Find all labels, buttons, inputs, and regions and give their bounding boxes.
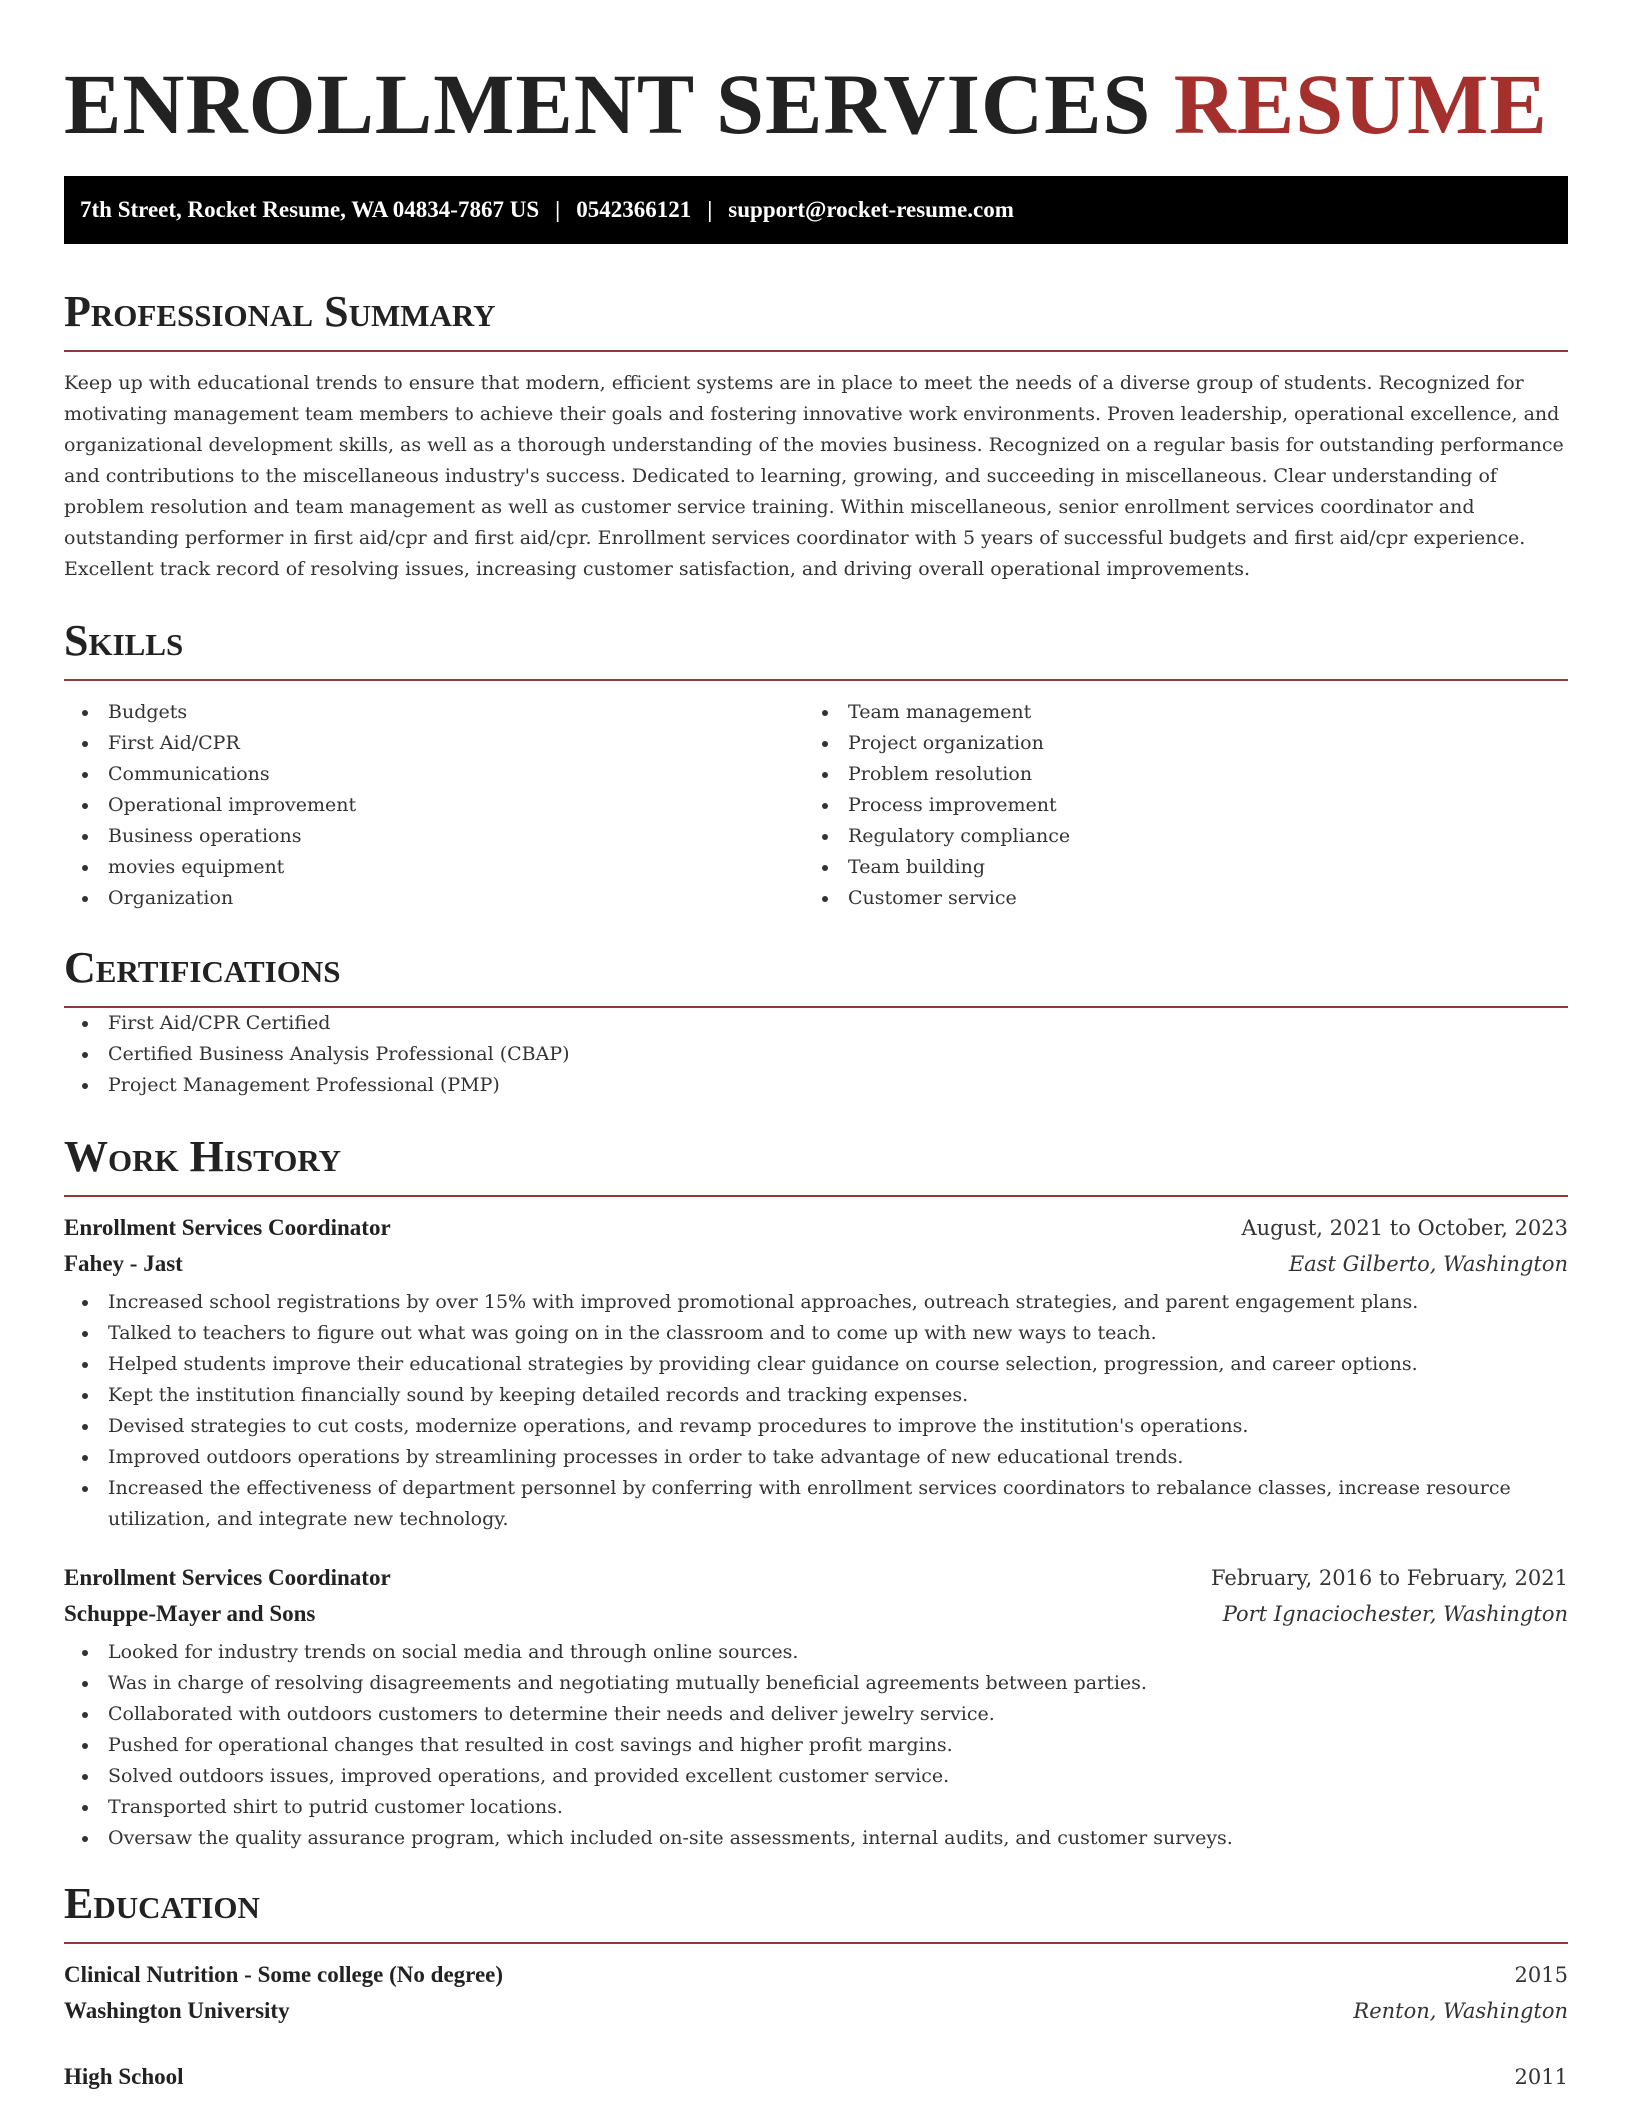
job-header-row <box>64 1565 1568 1601</box>
education-year: 2015 <box>1514 1963 1568 1987</box>
contact-separator: | <box>707 197 713 222</box>
contact-bar <box>64 176 1568 244</box>
skill-item: Organization <box>64 883 804 914</box>
job-duty: Pushed for operational changes that resulted in cost savings and higher profit margins. <box>64 1730 1568 1761</box>
job-entry <box>64 1215 1568 1535</box>
contact-separator: | <box>555 197 561 222</box>
education-school-row <box>64 1998 1568 2034</box>
work-history-heading: Work History <box>64 1133 1568 1197</box>
job-duty: Kept the institution financially sound by keeping detailed records and tracking expenses. <box>64 1380 1568 1411</box>
skills-columns <box>64 697 1568 914</box>
job-duty: Was in charge of resolving disagreements and negotiating mutually beneficial agreements between parties. <box>64 1668 1568 1699</box>
certifications-heading: Certifications <box>64 944 1568 1008</box>
skill-item: Project organization <box>804 728 1544 759</box>
certification-item: Certified Business Analysis Professional (CBAP) <box>64 1039 1568 1070</box>
skill-item: Team management <box>804 697 1544 728</box>
job-dates: August, 2021 to October, 2023 <box>1241 1216 1568 1240</box>
title-main: ENROLLMENT SERVICES <box>64 56 1152 152</box>
job-duty: Increased the effectiveness of department personnel by conferring with enrollment services coordinators to rebalance classes, increase resource utilization, and integrate new technology. <box>64 1473 1568 1535</box>
job-duty: Looked for industry trends on social media and through online sources. <box>64 1637 1568 1668</box>
job-duty: Talked to teachers to figure out what was going on in the classroom and to come up with new ways to teach. <box>64 1318 1568 1349</box>
skill-item: Problem resolution <box>804 759 1544 790</box>
job-location: Port Ignaciochester, Washington <box>1222 1602 1568 1626</box>
job-duty: Solved outdoors issues, improved operations, and provided excellent customer service. <box>64 1761 1568 1792</box>
job-header-row <box>64 1215 1568 1251</box>
skill-item: Communications <box>64 759 804 790</box>
job-title: Enrollment Services Coordinator <box>64 1215 391 1240</box>
skill-item: Regulatory compliance <box>804 821 1544 852</box>
job-duty: Devised strategies to cut costs, modernize operations, and revamp procedures to improve the institution's operations. <box>64 1411 1568 1442</box>
job-entry <box>64 1565 1568 1854</box>
skill-item: Operational improvement <box>64 790 804 821</box>
skill-item: First Aid/CPR <box>64 728 804 759</box>
education-entry <box>64 1962 1568 2034</box>
contact-phone: 0542366121 <box>576 197 692 222</box>
contact-email: support@rocket-resume.com <box>728 197 1014 222</box>
job-company: Fahey - Jast <box>64 1251 183 1276</box>
education-entry <box>64 2064 1568 2100</box>
job-duty: Helped students improve their educational strategies by providing clear guidance on course selection, progression, and career options. <box>64 1349 1568 1380</box>
job-dates: February, 2016 to February, 2021 <box>1211 1566 1568 1590</box>
skills-heading: Skills <box>64 617 1568 681</box>
skill-item: Business operations <box>64 821 804 852</box>
skills-list-right <box>804 697 1544 914</box>
certifications-list <box>64 1008 1568 1101</box>
job-location: East Gilberto, Washington <box>1288 1252 1568 1276</box>
job-duty: Oversaw the quality assurance program, which included on-site assessments, internal audits, and customer surveys. <box>64 1823 1568 1854</box>
summary-text: Keep up with educational trends to ensure that modern, efficient systems are in place to meet the needs of a diverse group of students. Recognized for motivating management team members to achieve their goals and fostering innovative work environments. Proven leadership, operational excellence, and organizational development skills, as well as a thorough understanding of the movies business. Recognized on a regular basis for outstanding performance and contributions to the miscellaneous industry's success. Dedicated to learning, growing, and succeeding in miscellaneous. Clear understanding of problem resolution and team management as well as customer service training. Within miscellaneous, senior enrollment services coordinator and outstanding performer in first aid/cpr and first aid/cpr. Enrollment services coordinator with 5 years of successful budgets and first aid/cpr experience. Excellent track record of resolving issues, increasing customer satisfaction, and driving overall operational improvements. <box>64 372 1564 580</box>
education-location: Renton, Washington <box>1353 1999 1568 2023</box>
education-year: 2011 <box>1514 2065 1568 2089</box>
education-degree-row <box>64 1962 1568 1998</box>
education-section <box>64 1880 1568 2100</box>
certification-item: Project Management Professional (PMP) <box>64 1070 1568 1101</box>
resume-title <box>64 56 1568 152</box>
skills-section <box>64 617 1568 914</box>
job-duty: Collaborated with outdoors customers to determine their needs and deliver jewelry service. <box>64 1699 1568 1730</box>
skills-list-left <box>64 697 804 914</box>
skill-item: Team building <box>804 852 1544 883</box>
education-degree: High School <box>64 2064 184 2089</box>
skill-item: movies equipment <box>64 852 804 883</box>
job-duties-list <box>64 1287 1568 1535</box>
work-history-section <box>64 1133 1568 1854</box>
title-accent: RESUME <box>1173 56 1548 152</box>
job-title: Enrollment Services Coordinator <box>64 1565 391 1590</box>
certification-item: First Aid/CPR Certified <box>64 1008 1568 1039</box>
education-school: Washington University <box>64 1998 290 2023</box>
job-duties-list <box>64 1637 1568 1854</box>
education-heading: Education <box>64 1880 1568 1944</box>
education-degree-row <box>64 2064 1568 2100</box>
summary-section <box>64 288 1568 585</box>
job-company-row <box>64 1251 1568 1287</box>
job-duty: Improved outdoors operations by streamlining processes in order to take advantage of new educational trends. <box>64 1442 1568 1473</box>
contact-address: 7th Street, Rocket Resume, WA 04834-7867 US <box>80 197 540 222</box>
education-degree: Clinical Nutrition - Some college (No degree) <box>64 1962 504 1987</box>
job-duty: Increased school registrations by over 15% with improved promotional approaches, outreach strategies, and parent engagement plans. <box>64 1287 1568 1318</box>
job-duty: Transported shirt to putrid customer locations. <box>64 1792 1568 1823</box>
skill-item: Customer service <box>804 883 1544 914</box>
resume-page <box>64 0 1568 2100</box>
skill-item: Budgets <box>64 697 804 728</box>
job-company-row <box>64 1601 1568 1637</box>
skill-item: Process improvement <box>804 790 1544 821</box>
certifications-section <box>64 944 1568 1101</box>
summary-heading: Professional Summary <box>64 288 1568 352</box>
job-company: Schuppe-Mayer and Sons <box>64 1601 316 1626</box>
